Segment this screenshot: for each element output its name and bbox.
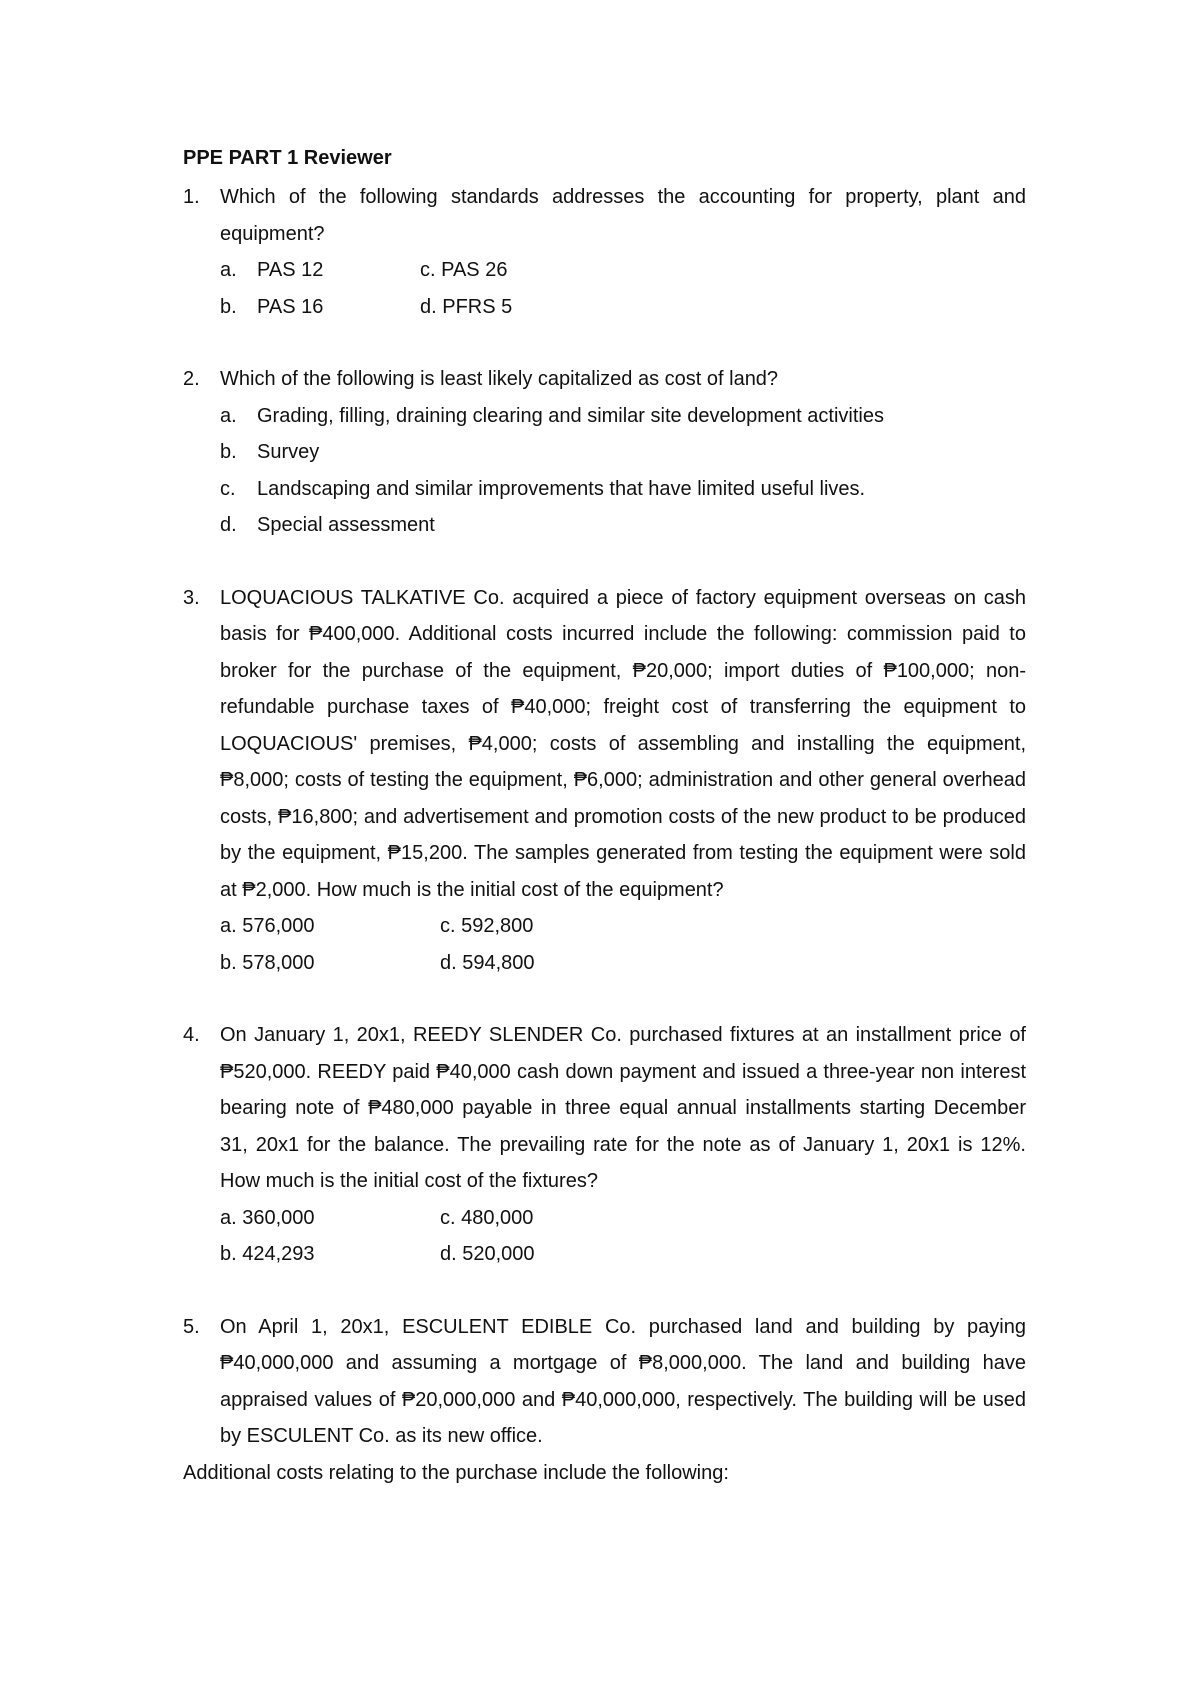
option-row: [220, 398, 1026, 435]
question-stem: Which of the following is least likely capitalized as cost of land?: [220, 368, 779, 390]
option-text: PAS 16: [257, 295, 324, 318]
option-text: d. 594,800: [440, 951, 535, 974]
option-row: [220, 1236, 1026, 1273]
option-text: Landscaping and similar improvements that have limited useful lives.: [257, 477, 866, 500]
question-1: [183, 179, 1026, 325]
question-2: [183, 361, 1026, 544]
trailing-paragraph: Additional costs relating to the purchase include the following:: [183, 1461, 729, 1484]
question-stem: Which of the following standards addresses the accounting for property, plant and equipment?: [220, 186, 1026, 245]
question-5: [183, 1309, 1026, 1455]
option-text: PAS 12: [257, 259, 324, 281]
option-row: [220, 434, 1026, 471]
option-text: c. 480,000: [440, 1206, 534, 1229]
option-text: a. 360,000: [220, 1206, 315, 1229]
question-3: [183, 580, 1026, 982]
option-row: [220, 252, 1026, 289]
question-number: 3.: [183, 586, 200, 609]
option-row: [220, 289, 1026, 326]
question-stem: LOQUACIOUS TALKATIVE Co. acquired a piece of factory equipment overseas on cash basis for ₱400,000. Additional costs incurred include the following: commission paid to broker for the purchase of the equipment, ₱20,000; import duties of ₱100,000; non-refundable purchase taxes of ₱40,000; freight cost of transferring the equipment to LOQUACIOUS' premises, ₱4,000; costs of assembling and installing the equipment, ₱8,000; costs of testing the equipment, ₱6,000; administration and other general overhead costs, ₱16,800; and advertisement and promotion costs of the new product to be produced by the equipment, ₱15,200. The samples generated from testing the equipment were sold at ₱2,000. How much is the initial cost of the equipment?: [220, 586, 1026, 901]
question-stem: On April 1, 20x1, ESCULENT EDIBLE Co. purchased land and building by paying ₱40,000,000 and assuming a mortgage of ₱8,000,000. The land and building have appraised values of ₱20,000,000 and ₱40,000,000, respectively. The building will be used by ESCULENT Co. as its new office.: [220, 1315, 1026, 1447]
option-row: [220, 507, 1026, 544]
document-page: [183, 143, 1026, 1491]
question-number: 4.: [183, 1024, 200, 1046]
option-text: b. 424,293: [220, 1243, 315, 1265]
option-letter: c.: [220, 477, 236, 500]
option-text: Special assessment: [257, 514, 435, 536]
question-number: 5.: [183, 1315, 200, 1338]
option-letter: b.: [220, 441, 237, 463]
option-row: [220, 1200, 1026, 1237]
option-text: a. 576,000: [220, 915, 315, 937]
option-text: c. 592,800: [440, 915, 534, 937]
option-row: [220, 471, 1026, 508]
option-text: d. PFRS 5: [420, 295, 513, 318]
option-letter: a.: [220, 259, 237, 281]
question-4: [183, 1017, 1026, 1273]
option-text: Survey: [257, 441, 320, 463]
option-text: c. PAS 26: [420, 259, 508, 281]
option-text: Grading, filling, draining clearing and similar site development activities: [257, 404, 884, 427]
option-row: [220, 945, 1026, 982]
option-letter: a.: [220, 404, 237, 427]
option-letter: d.: [220, 514, 237, 536]
question-number: 2.: [183, 368, 200, 390]
option-text: b. 578,000: [220, 951, 315, 974]
question-number: 1.: [183, 186, 200, 208]
document-title: PPE PART 1 Reviewer: [183, 147, 392, 169]
question-stem: On January 1, 20x1, REEDY SLENDER Co. purchased fixtures at an installment price of ₱520,000. REEDY paid ₱40,000 cash down payment and issued a three-year non interest bearing note of ₱480,000 payable in three equal annual installments starting December 31, 20x1 for the balance. The prevailing rate for the note as of January 1, 20x1 is 12%. How much is the initial cost of the fixtures?: [220, 1024, 1026, 1192]
option-text: d. 520,000: [440, 1243, 535, 1265]
option-letter: b.: [220, 295, 237, 318]
option-row: [220, 908, 1026, 945]
